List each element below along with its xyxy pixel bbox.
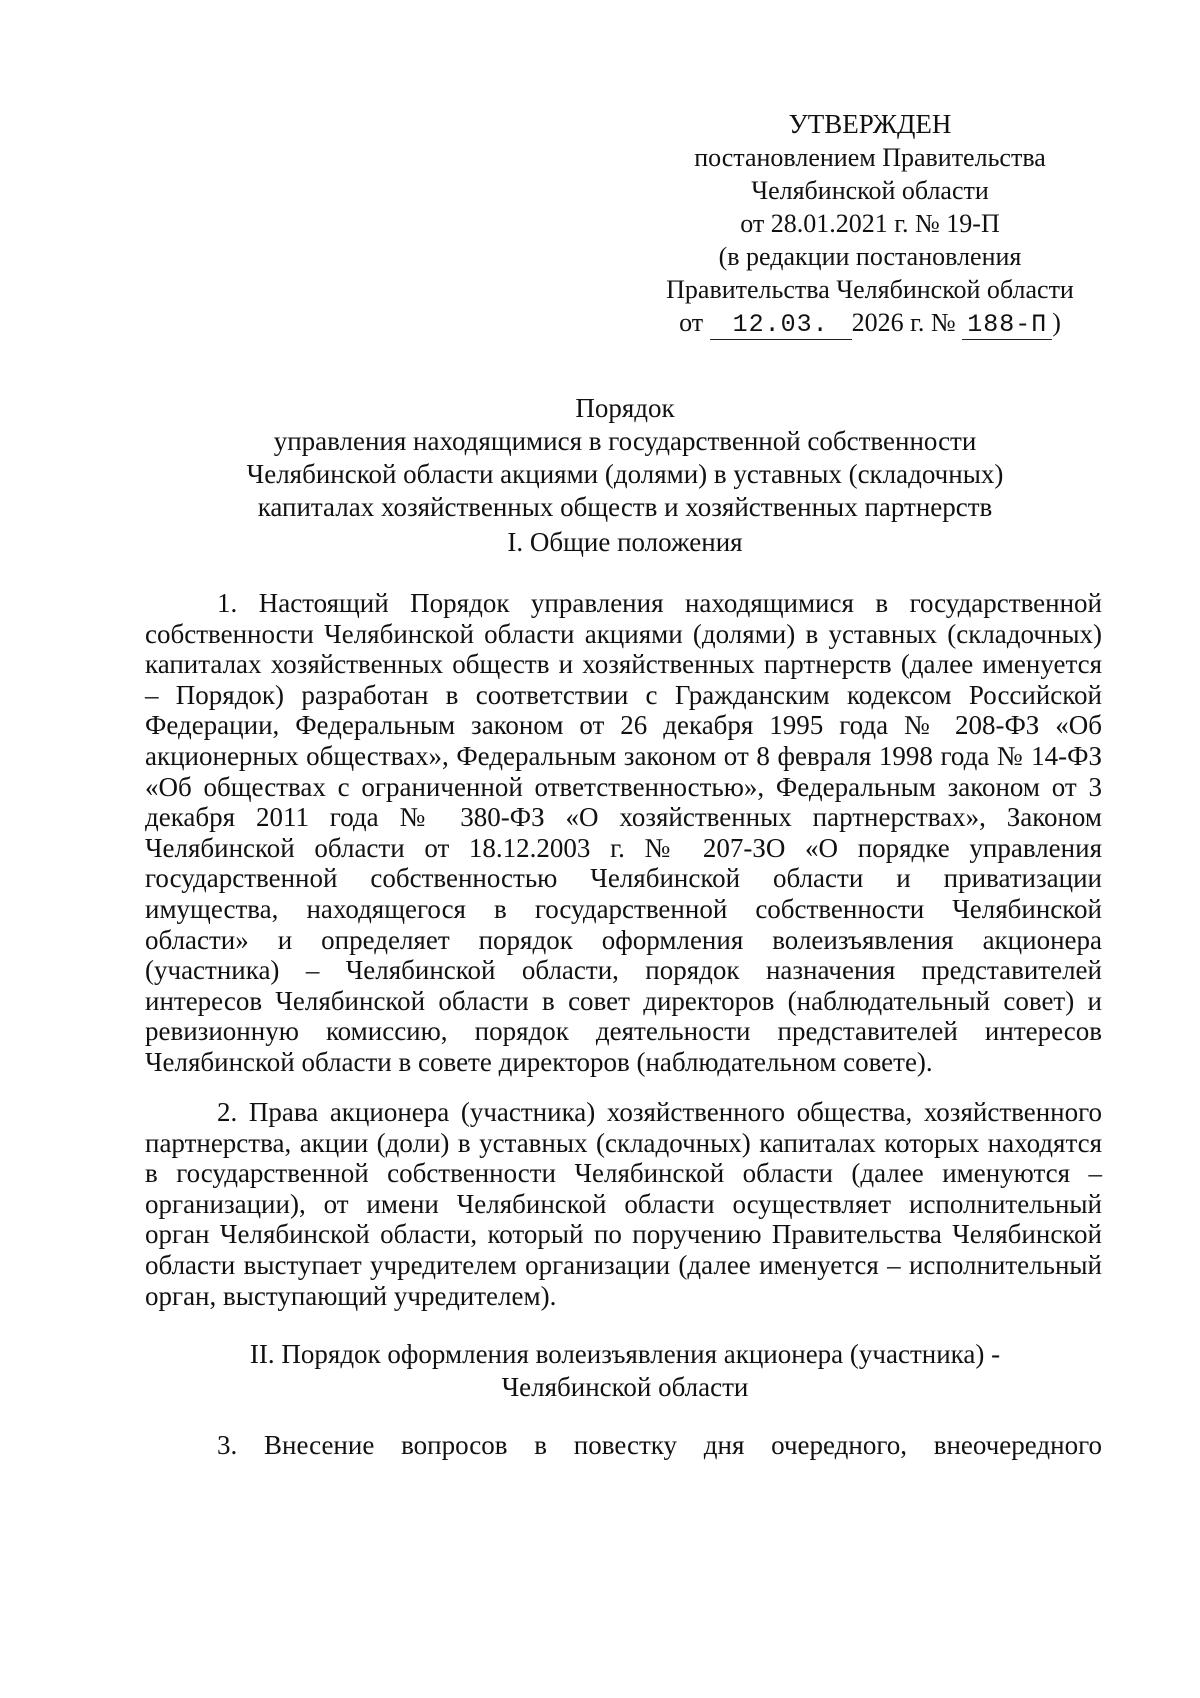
amendment-number-blank: [962, 309, 1052, 340]
section-1-heading-text: I. Общие положения: [507, 527, 743, 557]
paragraph-3: 3. Внесение вопросов в повестку дня очередного, внеочередного: [217, 1430, 1102, 1460]
paragraph-1: 1. Настоящий Порядок управления находящимися в государственной собственности Челябинской области акциями (долями) в уставных (складочных) капиталах хозяйственных обществ и хозяйственных партнерств (далее именуется – Порядок) разработан в соответствии с Гражданским кодексом Российской Федерации, Федеральным законом от 26 декабря 1995 года № 208-ФЗ «Об акционерных обществах», Федеральным законом от 8 февраля 1998 года № 14-ФЗ «Об обществах с ограниченной ответственностью», Федеральным законом от 3 декабря 2011 года № 380-ФЗ «О хозяйственных партнерствах», Законом Челябинской области от 18.12.2003 г. № 207-ЗО «О порядке управления государственной собственностью Челябинской области и приватизации имущества, находящегося в государственной собственности Челябинской области» и определяет порядок оформления волеизъявления акционера (участника) – Челябинской области, порядок назначения представителей интересов Челябинской области в совет директоров (наблюдательный совет) и ревизионную комиссию, порядок деятельности представителей интересов Челябинской области в совете директоров (наблюдательном совете).: [145, 588, 1102, 1077]
title-line-1: Порядок: [575, 393, 675, 423]
title-line-2: управления находящимися в государственной собственности: [273, 426, 977, 456]
approval-line-3: от 28.01.2021 г. № 19-П: [740, 209, 1000, 238]
title-line-3: Челябинской области акциями (долями) в уставных (складочных): [246, 459, 1004, 489]
section-1-heading: [150, 526, 1100, 559]
approval-line-4: (в редакции постановления: [718, 242, 1022, 271]
approval-stamp-word: УТВЕРЖДЕН: [788, 109, 952, 139]
amendment-year: 2026 г. №: [851, 308, 956, 337]
amendment-prefix: от: [679, 308, 704, 337]
approval-stamp-block: [650, 108, 1090, 340]
document-title: [150, 392, 1100, 524]
approval-line-5: Правительства Челябинской области: [666, 275, 1074, 304]
approval-line-1: постановлением Правительства: [694, 143, 1046, 172]
section-2-heading-line-2: Челябинской области: [501, 1372, 749, 1402]
amendment-number: 188-П: [967, 310, 1048, 339]
amendment-line: [650, 306, 1090, 340]
approval-line-2: Челябинской области: [751, 176, 989, 205]
section-2-heading-line-1: II. Порядок оформления волеизъявления акционера (участника) -: [249, 1339, 1001, 1369]
amendment-date: 12.03.: [732, 310, 829, 339]
section-2-heading: [150, 1338, 1100, 1404]
amendment-suffix: ): [1052, 308, 1061, 337]
amendment-date-blank: [710, 309, 852, 340]
paragraph-2: 2. Права акционера (участника) хозяйственного общества, хозяйственного партнерства, акции (доли) в уставных (складочных) капиталах которых находятся в государственной собственности Челябинской области (далее именуются – организации), от имени Челябинской области осуществляет исполнительный орган Челябинской области, который по поручению Правительства Челябинской области выступает учредителем организации (далее именуется – исполнительный орган, выступающий учредителем).: [145, 1097, 1102, 1311]
title-line-4: капиталах хозяйственных обществ и хозяйственных партнерств: [257, 492, 993, 522]
